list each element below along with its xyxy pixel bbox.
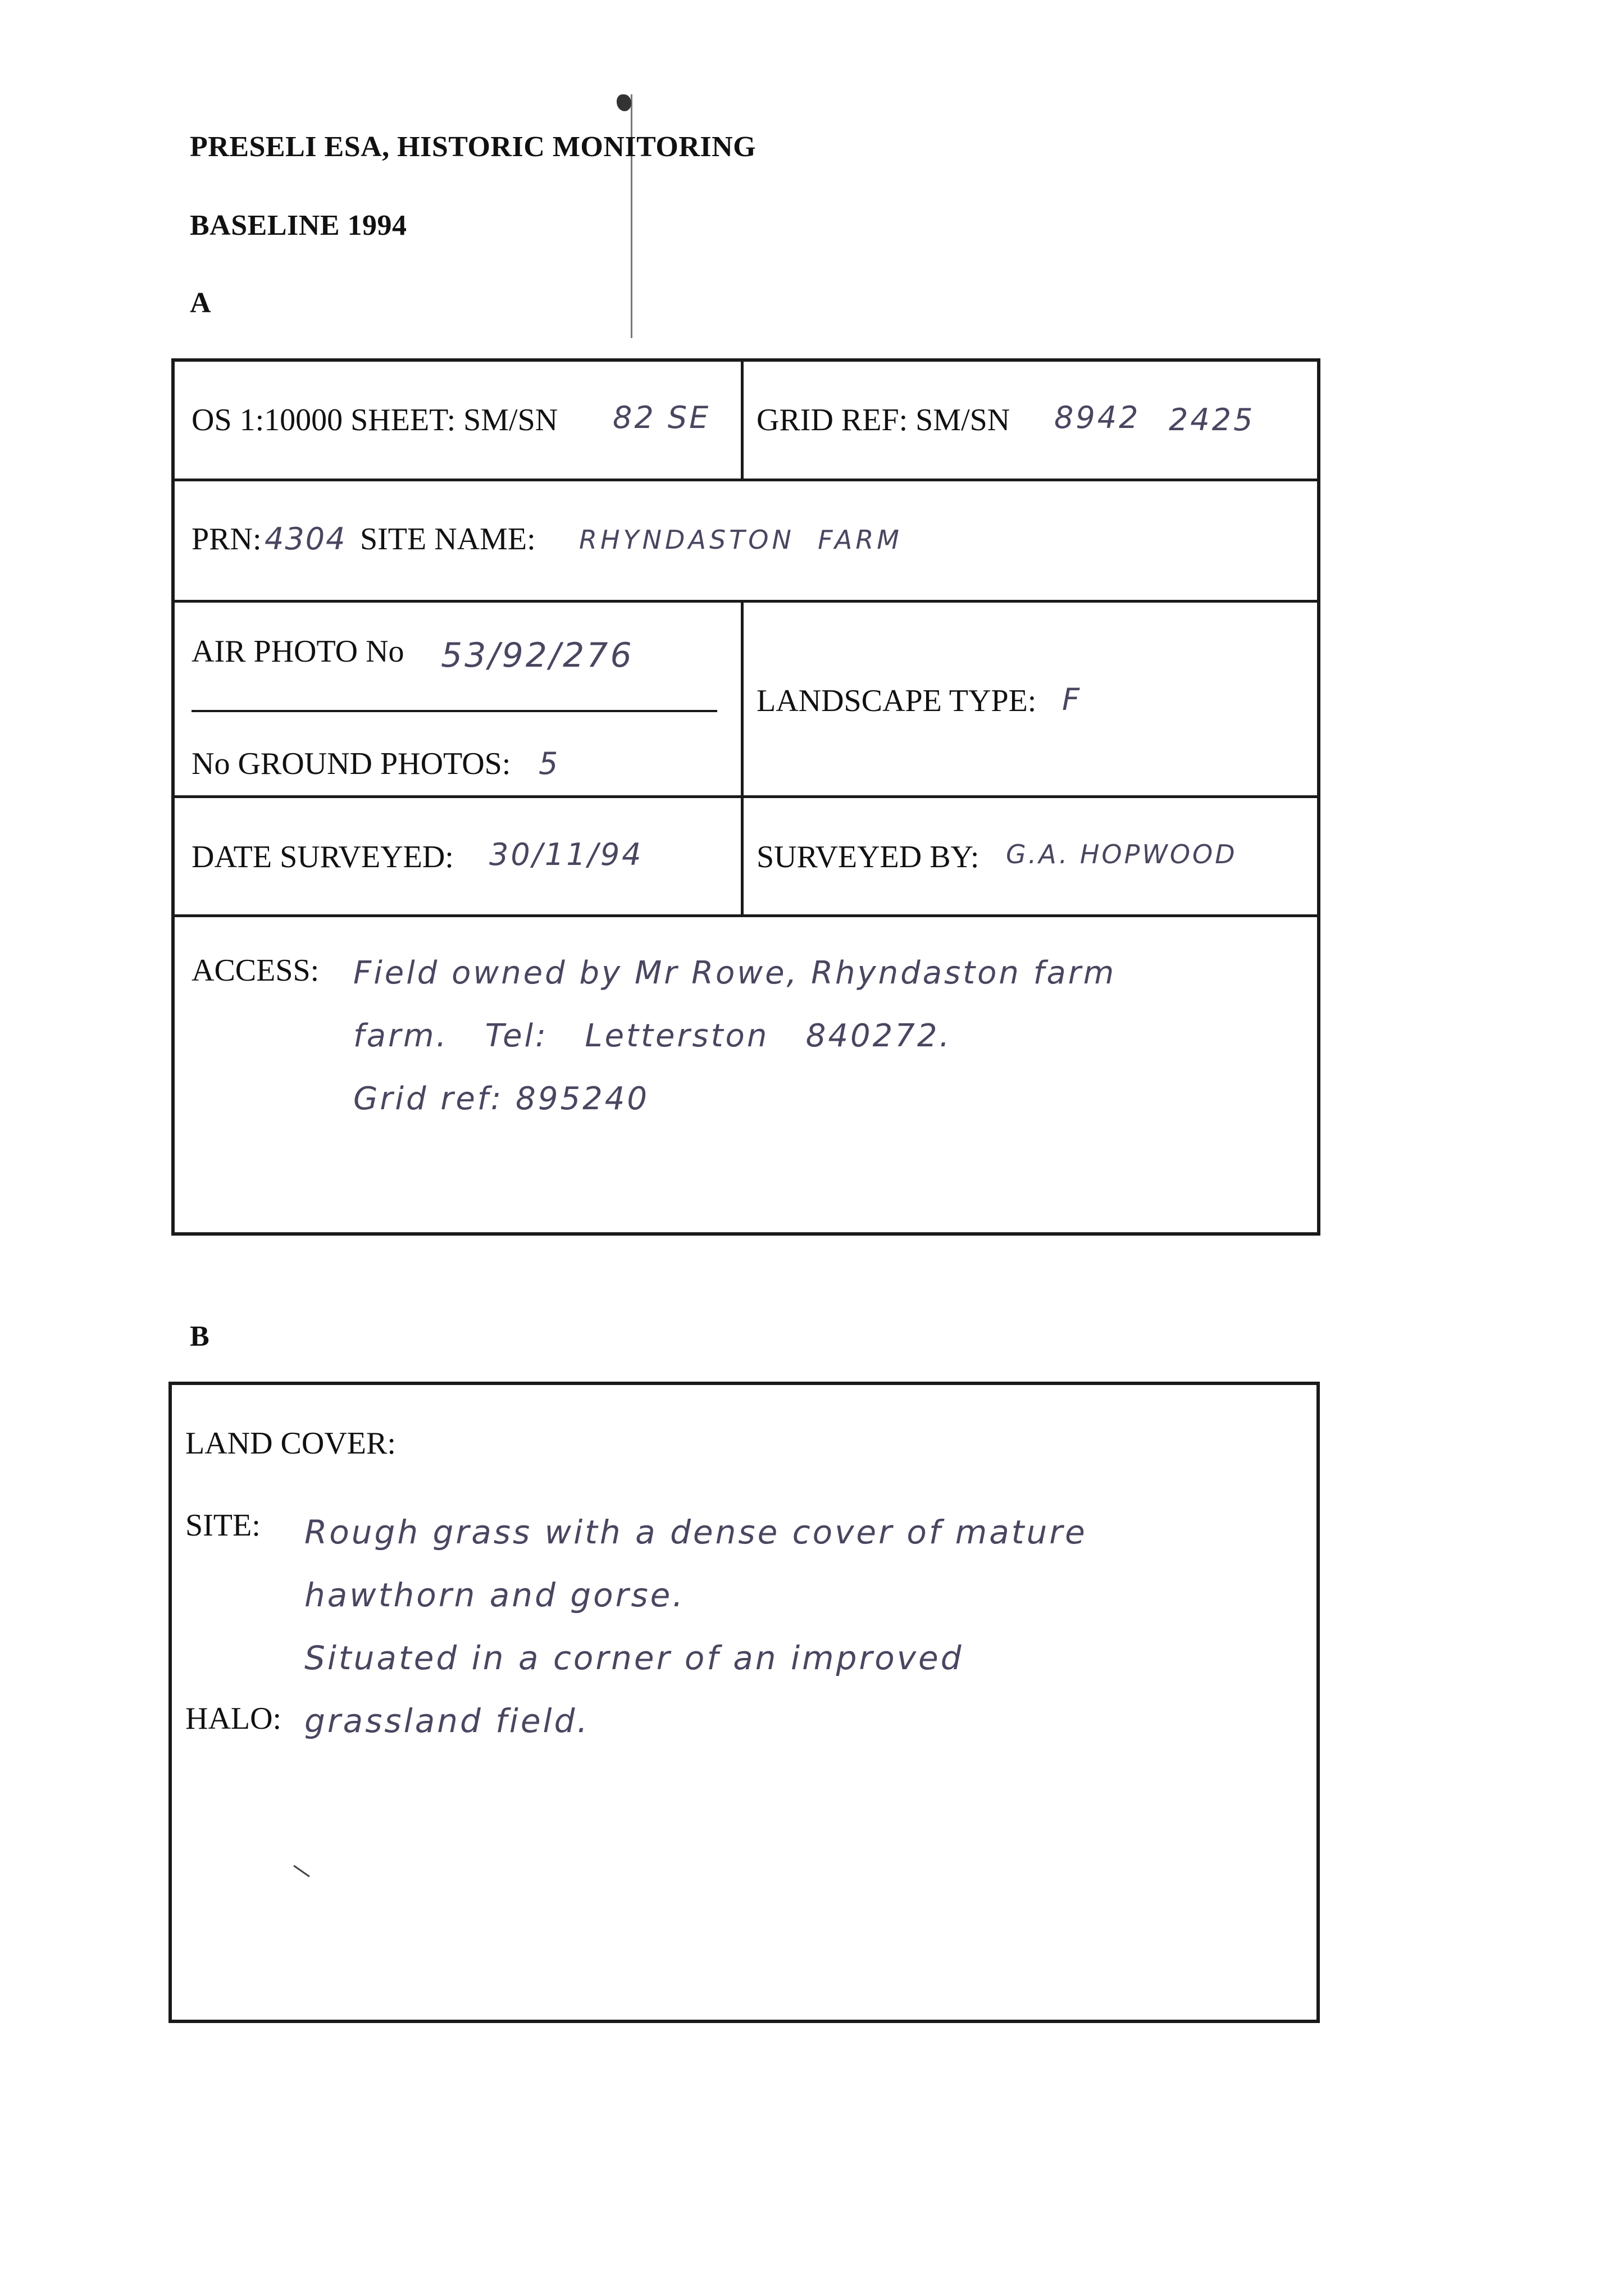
section-b-form xyxy=(168,1382,1320,2023)
site-name-value: RHYNDASTON FARM xyxy=(579,525,903,555)
date-surveyed-label: DATE SURVEYED: xyxy=(192,840,454,874)
halo-label: HALO: xyxy=(185,1701,282,1736)
ink-blot-mark xyxy=(617,94,631,111)
ground-photos-label: No GROUND PHOTOS: xyxy=(192,746,511,781)
site-line-1: Rough grass with a dense cover of mature xyxy=(304,1513,1087,1551)
ground-photos-value: 5 xyxy=(539,746,561,781)
site-label: SITE: xyxy=(185,1508,261,1543)
row-divider xyxy=(175,479,1317,481)
access-label: ACCESS: xyxy=(192,953,320,988)
section-a-label: A xyxy=(190,287,212,319)
row-divider xyxy=(175,600,1317,603)
prn-label: PRN: xyxy=(192,522,262,557)
section-a-form xyxy=(171,358,1320,1236)
grid-ref-label: GRID REF: SM/SN xyxy=(757,403,1010,438)
baseline-year: BASELINE 1994 xyxy=(190,209,407,242)
halo-value: grassland field. xyxy=(304,1702,590,1740)
site-line-3: Situated in a corner of an improved xyxy=(304,1639,964,1677)
grid-ref-northing: 2425 xyxy=(1169,402,1255,438)
column-divider xyxy=(741,601,744,915)
air-photo-underline xyxy=(192,710,717,712)
air-photo-value: 53/92/276 xyxy=(441,636,634,675)
os-sheet-label: OS 1:10000 SHEET: SM/SN xyxy=(192,403,558,438)
landscape-type-label: LANDSCAPE TYPE: xyxy=(757,684,1037,718)
grid-ref-easting: 8942 xyxy=(1054,400,1141,435)
prn-value: 4304 xyxy=(265,521,347,557)
access-line-3: Grid ref: 895240 xyxy=(353,1081,649,1117)
column-divider xyxy=(741,362,744,480)
land-cover-label: LAND COVER: xyxy=(185,1426,396,1461)
surveyed-by-label: SURVEYED BY: xyxy=(757,840,979,874)
row-divider xyxy=(175,795,1317,798)
access-line-1: Field owned by Mr Rowe, Rhyndaston farm xyxy=(353,955,1117,991)
surveyed-by-value: G.A. HOPWOOD xyxy=(1006,839,1237,869)
date-surveyed-value: 30/11/94 xyxy=(489,837,644,872)
site-name-label: SITE NAME: xyxy=(360,522,536,557)
row-divider xyxy=(175,914,1317,917)
air-photo-label: AIR PHOTO No xyxy=(192,634,404,669)
section-b-label: B xyxy=(190,1320,210,1352)
os-sheet-value: 82 SE xyxy=(613,400,711,435)
access-line-2: farm. Tel: Letterston 840272. xyxy=(353,1018,952,1054)
form-title: PRESELI ESA, HISTORIC MONITORING xyxy=(190,131,757,163)
site-line-2: hawthorn and gorse. xyxy=(304,1576,685,1614)
landscape-type-value: F xyxy=(1062,682,1082,717)
